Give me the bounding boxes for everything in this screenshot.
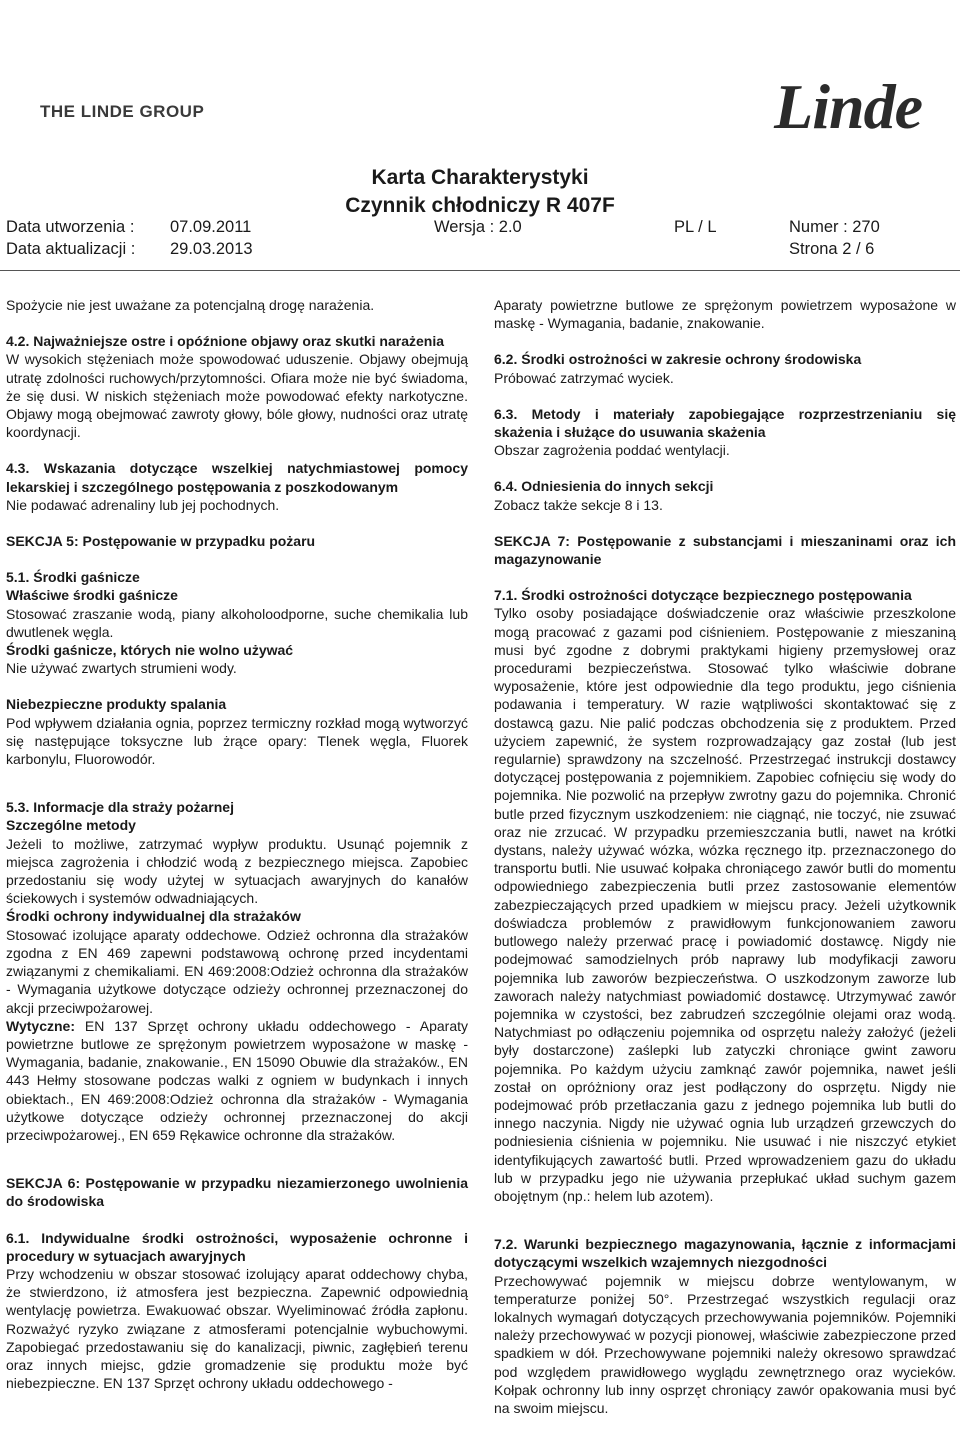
created-date: 07.09.2011 <box>170 218 252 236</box>
left-column <box>6 296 468 1392</box>
section-heading-6: SEKCJA 6: Postępowanie w przypadku niezamierzonego uwolnienia do środowiska <box>6 1175 468 1210</box>
paragraph: Aparaty powietrzne butlowe ze sprężonym powietrzem wyposażone w maskę - Wymagania, badanie, znakowanie. <box>494 297 956 332</box>
subheading: Niebezpieczne produkty spalania <box>6 696 227 713</box>
language-code: PL / L <box>674 218 717 236</box>
paragraph: Pod wpływem działania ognia, poprzez termiczny rozkład mogą wytworzyć się następujące toksyczne lub żrące opary: Tlenek węgla, Fluorek karbonylu, Fluorowodór. <box>6 714 468 768</box>
subsection-heading-6-1: 6.1. Indywidualne środki ostrożności, wyposażenie ochronne i procedury w sytuacjach awaryjnych <box>6 1229 468 1264</box>
created-label: Data utworzenia : <box>6 218 135 236</box>
linde-logo: Linde <box>774 71 922 142</box>
doc-title: Karta Charakterystyki <box>371 166 589 189</box>
doc-number: Numer : 270 <box>789 218 880 236</box>
subsection-heading-4-3: 4.3. Wskazania dotyczące wszelkiej natychmiastowej pomocy lekarskiej i szczególnego postępowania z poszkodowanym <box>6 460 468 495</box>
paragraph: Tylko osoby posiadające doświadczenie oraz właściwie przeszkolone mogą pracować z gazami pod ciśnieniem. Postępowanie z mieszaniną musi być zgodne z dobrymi praktykami higieny przemysłowej oraz procedurami bezpieczeństwa. Stosować tylko właściwie dobrane wyposażenie, które jest odpowiednie dla tego produktu, jego ciśnienia podawania i temperatury. W razie wątpliwości skontaktować się z dostawcą gazu. Nie palić podczas obchodzenia się z produktem. Przed użyciem zapewnić, że system rozprowadzający gaz został (lub jest regularnie) sprawdzony na szczelność. Przestrzegać instrukcji dostawcy dotyczącej postępowania z pojemnikiem. Zapobiec cofnięciu się wody do pojemnika. Nie pozwolić na przepływ zwrotny gazu do pojemnika. Chronić butle przed fizycznym uszkodzeniem: nie ciągnąć, nie toczyć, nie zsuwać oraz nie zrzucać. W przypadku przemieszczania butli, nawet na krótki dystans, należy używać wózka, wózka ręcznego itp. przeznaczonego do transportu butli. Nie usuwać kołpaka chroniącego zawór butli do momentu odpowiedniego zabezpieczenia butli przez zastosowanie elementów zabezpieczających przed upadkiem w miejscu pracy. Jeżeli użytkownik doświadcza problemów z prawidłowym funkcjonowaniem zaworu butlowego należy przerwać pracę i powiadomić dostawcę. Nigdy nie podejmować samodzielnych prób naprawy lub modyfikacji zaworu pojemnika lub zaworów bezpieczeństwa. O uszkodzonym zaworze lub zaworach należy natychmiast powiadomić dostawcę. Utrzymywać zawór pojemnika w czystości, bez zabrudzeń szczególnie olejami oraz wodą. Natychmiast po odłączeniu pojemnika od osprzętu należy założyć (jeżeli były dostarczone) zaślepki lub zatyczki chroniące gwint zaworu pojemnika. Po każdym użyciu zamknąć zawór pojemnika, nawet jeśli został on opróżniony oraz jest podłączony do osprzętu. Nigdy nie podejmować prób przetłaczania gazu z jednego pojemnika lub butli do innego naczynia. Nigdy nie używać ognia lub urządzeń grzewczych do podniesienia ciśnienia w pojemniku. Nie usuwać i nie niszczyć etykiet identyfikujących zawartość butli. Przed wprowadzeniem gazu do układu lub w przypadku jego nie używania przepłukać układ suchym gazem obojętnym (np.: helem lub azotem). <box>494 605 956 1204</box>
subsection-heading-6-2: 6.2. Środki ostrożności w zakresie ochrony środowiska <box>494 351 862 368</box>
paragraph <box>6 1017 468 1144</box>
updated-date: 29.03.2013 <box>170 240 253 258</box>
subsection-heading-6-3: 6.3. Metody i materiały zapobiegające rozprzestrzenianiu się skażenia i służące do usuwania skażenia <box>494 405 956 441</box>
paragraph: Spożycie nie jest uważane za potencjalną drogę narażenia. <box>6 297 375 313</box>
paragraph: Stosować izolujące aparaty oddechowe. Odzież ochronna dla strażaków zgodna z EN 469 zapewni podstawową ochronę przed incydentami związanymi z chemikaliami. EN 469:2008:Odzież ochronna dla strażaków - Wymagania użytkowe dotyczące odzieży ochronnej przeznaczonej do akcji przeciwpożarowej. <box>6 926 468 1016</box>
paragraph: Stosować zraszanie wodą, piany alkoholoodporne, suche chemikalia lub dwutlenek węgla. <box>6 605 468 640</box>
subheading: Szczególne metody <box>6 817 136 834</box>
header-divider <box>0 270 960 271</box>
paragraph: Nie używać zwartych strumieni wody. <box>6 660 237 677</box>
subheading: Środki gaśnicze, których nie wolno używać <box>6 642 294 659</box>
updated-label: Data aktualizacji : <box>6 240 136 258</box>
product-name: Czynnik chłodniczy R 407F <box>345 194 615 217</box>
paragraph: Przy wchodzeniu w obszar stosować izolujący aparat oddechowy chyba, że stwierdzono, iż atmosfera jest bezpieczna. Zapewnić odpowiednią wentylację powietrza. Ewakuować obszar. Wyeliminować źródła zapłonu. Rozważyć ryzyko związane z atmosferami potencjalnie wybuchowymi. Zapobiegać przedostawaniu się do kanalizacji, piwnic, zagłębień terenu oraz innych miejsc, gdzie gromadzenie się produktu może być niebezpieczne. EN 137 Sprzęt ochrony układu oddechowego - <box>6 1265 468 1392</box>
right-column <box>494 296 956 1417</box>
paragraph: Nie podawać adrenaliny lub jej pochodnych. <box>6 496 280 513</box>
paragraph: Przechowywać pojemnik w miejscu dobrze wentylowanym, w temperaturze poniżej 50°. Przestrzegać wszystkich regulacji oraz lokalnych wymagań dotyczących przechowywania pojemników. Pojemniki należy przechowywać w pozycji pionowej, właściwie zabezpieczone przed spadkiem w dół. Przechowywane pojemniki należy okresowo sprawdzać pod względem prawidłowego wyglądu zewnętrznego oraz wycieków. Kołpak ochronny lub inny osprzęt chroniący zawór opakowania musi być na swoim miejscu. <box>494 1272 956 1416</box>
subsection-heading-7-1: 7.1. Środki ostrożności dotyczące bezpiecznego postępowania <box>494 587 912 604</box>
subsection-heading-7-2: 7.2. Warunki bezpiecznego magazynowania, łącznie z informacjami dotyczącymi wszelkich wzajemnych niezgodności <box>494 1236 956 1271</box>
section-heading-7: SEKCJA 7: Postępowanie z substancjami i mieszaninami oraz ich magazynowanie <box>494 532 956 568</box>
section-heading-5: SEKCJA 5: Postępowanie w przypadku pożaru <box>6 533 316 550</box>
subsection-heading-6-4: 6.4. Odniesienia do innych sekcji <box>494 478 714 495</box>
version: Wersja : 2.0 <box>434 218 522 236</box>
paragraph: Obszar zagrożenia poddać wentylacji. <box>494 442 730 459</box>
page-number: Strona 2 / 6 <box>789 240 875 258</box>
subsection-heading-5-1: 5.1. Środki gaśnicze <box>6 569 140 586</box>
meta-row-2 <box>6 240 946 262</box>
subsection-heading-4-2: 4.2. Najważniejsze ostre i opóźnione objawy oraz skutki narażenia <box>6 333 445 350</box>
paragraph: Jeżeli to możliwe, zatrzymać wypływ produktu. Usunąć pojemnik z miejsca zagrożenia i chłodzić wodą z bezpiecznego miejsca. Zapobiec przedostaniu się wody użytej w sytuacjach awaryjnych do kanałów ściekowych i systemów odwadniających. <box>6 835 468 907</box>
linde-group-logo: THE LINDE GROUP <box>40 102 205 121</box>
guidelines-text: EN 137 Sprzęt ochrony układu oddechowego - Aparaty powietrzne butlowe ze sprężonym powietrzem wyposażone w maskę - Wymagania, badanie, znakowanie., EN 15090 Obuwie dla strażaków., EN 443 Hełmy stosowane podczas walki z ogniem w budynkach i innych obiektach., EN 469:2008:Odzież ochronna dla strażaków - Wymagania użytkowe dotyczące odzieży ochronnej przeznaczonej do akcji przeciwpożarowej., EN 659 Rękawice ochronne dla strażaków. <box>6 1017 468 1143</box>
subheading: Środki ochrony indywidualnej dla strażaków <box>6 908 301 925</box>
guidelines-label: Wytyczne: <box>6 1017 75 1034</box>
subsection-heading-5-3: 5.3. Informacje dla straży pożarnej <box>6 799 234 816</box>
meta-row-1 <box>6 218 946 240</box>
paragraph: Próbować zatrzymać wyciek. <box>494 369 674 386</box>
subheading: Właściwe środki gaśnicze <box>6 587 178 604</box>
paragraph: W wysokich stężeniach może spowodować uduszenie. Objawy obejmują utratę zdolności ruchowych/przytomności. Ofiara może nie być świadoma, że się dusi. W niskich stężeniach może powodować efekty narkotyczne. Objawy mogą obejmować zawroty głowy, bóle głowy, nudności oraz utratę koordynacji. <box>6 351 468 441</box>
paragraph: Zobacz także sekcje 8 i 13. <box>494 496 663 513</box>
